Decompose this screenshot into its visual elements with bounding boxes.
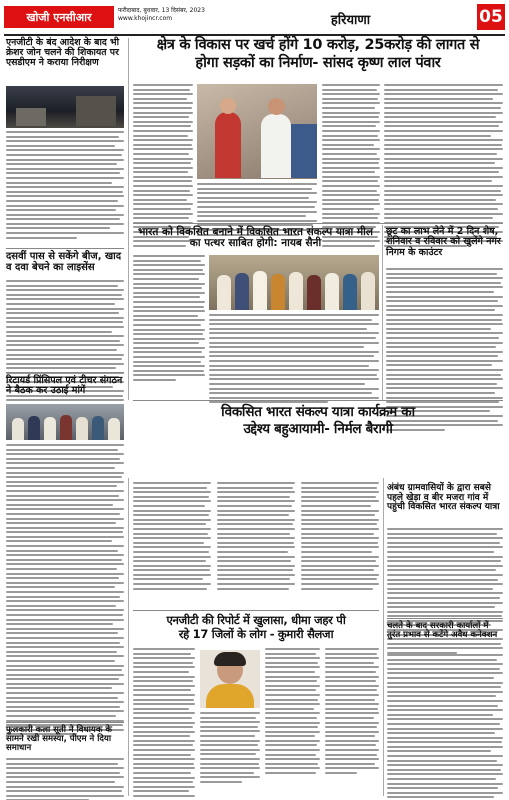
story-body xyxy=(6,758,124,800)
story-retired-principal xyxy=(6,376,124,397)
story-photo xyxy=(6,86,124,128)
story-body xyxy=(133,648,195,800)
page-number: 05 xyxy=(477,4,505,30)
mp-photo xyxy=(197,84,317,179)
story-body xyxy=(200,712,260,786)
story-headline: चलते के बाद सरकारी कार्यालों में तुरंत प्रभाव से कटेंगे अवैध कनेक्शन xyxy=(387,621,498,641)
selja-portrait xyxy=(200,650,260,708)
story-tax-counters xyxy=(386,227,503,258)
story-headline: भारत को विकसित बनाने में विकसित भारत संकल्प यात्रा मील का पत्थर साबित होगी: नायब सैनी xyxy=(137,226,373,250)
story-divider xyxy=(133,610,379,611)
column-divider xyxy=(382,225,383,400)
column-divider xyxy=(128,38,129,400)
main-story-body xyxy=(133,84,193,249)
story-headline: एनजीटी के बंद आदेश के बाद भी क्रेशर जोन चलने की शिकायत पर एसडीएम ने कराया निरीक्षण xyxy=(6,37,120,69)
masthead xyxy=(4,4,505,34)
story-headline: अंबंध ग्रामवासियों के द्वारा सबसे पहले खेड़ा व बीर मजरा गांव में पहुंची विकसित भारत संकल्प यात्रा xyxy=(387,483,500,513)
story-divider xyxy=(133,223,503,224)
main-headline-line-1: क्षेत्र के विकास पर खर्च होंगे 10 करोड़, 25करोड़ की लागत से xyxy=(156,37,480,53)
story-body xyxy=(265,648,379,777)
story-headline: फुलकारी कला सूती ने विधायक के सामने रखी समस्या, पीएम ने दिया समाधान xyxy=(6,725,112,754)
story-body xyxy=(209,314,379,406)
story-body xyxy=(6,131,124,241)
main-headline-line-2: होगा सड़कों का निर्माण- सांसद कृष्ण लाल पंवार xyxy=(195,54,441,71)
bottom-headline-line-2: रहे 17 जिलों के लोग - कुमारी सैलजा xyxy=(178,627,334,642)
bottom-headline-line-1: एनजीटी की रिपोर्ट में खुलासा, धीमा जहर पी xyxy=(166,613,346,627)
story-divider xyxy=(6,248,124,249)
main-story-headline xyxy=(133,38,503,71)
story-headline: दसवीं पास से सकेंगे बीज, खाद व दवा बेचने का लाइसेंस xyxy=(6,251,122,273)
story-headline: रिटायर्ड प्रिंसिपल एवं टीचर संगठन ने बैठक कर उठाई मांगें xyxy=(6,375,123,397)
column-divider xyxy=(383,478,384,796)
story-illegal-connections xyxy=(387,622,503,640)
main-story-body xyxy=(322,84,380,249)
column-divider xyxy=(128,478,129,796)
issue-meta xyxy=(114,4,224,34)
story-body xyxy=(387,654,503,800)
masthead-rule xyxy=(4,34,505,36)
story-phulkari xyxy=(6,726,124,754)
story-divider xyxy=(387,618,503,619)
wide-headline-line-2: उद्देश्य बहुआयामी- निर्मल बैरागी xyxy=(243,420,393,437)
section-title: हरियाणा xyxy=(330,13,371,28)
wide-headline-line-1: विकसित भारत संकल्प यात्रा कार्यक्रम का xyxy=(221,404,415,420)
story-body xyxy=(6,444,124,738)
story-sankalp-yatra-saini xyxy=(133,227,378,250)
main-story-body xyxy=(384,84,503,249)
story-license xyxy=(6,252,124,274)
story-divider xyxy=(6,722,124,723)
story-headline: छूट का लाभ लेने में 2 दिन शेष, शनिवार व रविवार को खुलेंगे नगर निगम के काउंटर xyxy=(386,226,501,258)
story-ngt-selja xyxy=(133,614,379,641)
meeting-photo xyxy=(6,404,124,440)
newspaper-brand: खोजी एनसीआर xyxy=(4,6,114,28)
story-nirmal-bairagi xyxy=(133,405,503,436)
issue-website: www.khojincr.com xyxy=(118,15,173,22)
story-divider xyxy=(6,372,124,373)
story-crusher-zone xyxy=(6,38,124,68)
story-body xyxy=(133,482,379,592)
story-village-yatra xyxy=(387,484,503,513)
story-divider xyxy=(133,400,503,401)
issue-date: फरीदाबाद, बुधवार, 13 दिसंबर, 2023 xyxy=(118,7,205,14)
story-body xyxy=(133,255,205,384)
group-photo xyxy=(209,255,379,310)
